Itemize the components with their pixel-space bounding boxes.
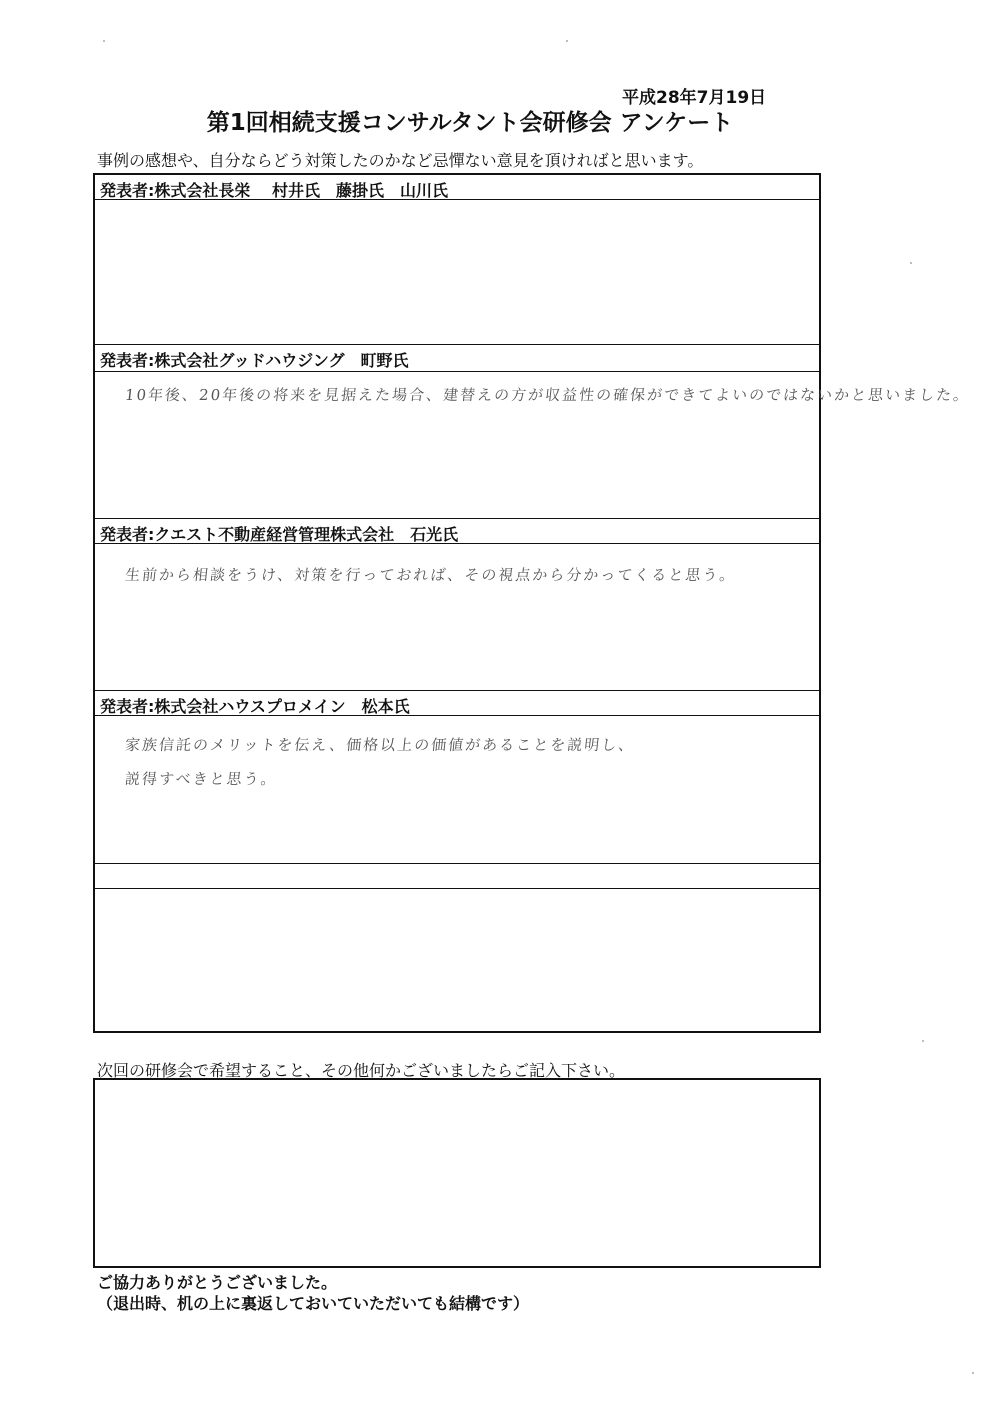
section-label-presenter-3: 発表者:クエスト不動産経営管理株式会社 石光氏 xyxy=(100,525,459,544)
survey-date: 平成28年7月19日 xyxy=(622,88,767,108)
divider xyxy=(95,371,819,372)
section-label-presenter-4: 発表者:株式会社ハウスプロメイン 松本氏 xyxy=(100,697,410,716)
divider xyxy=(95,715,819,716)
return-note: （退出時、机の上に裏返しておいていただいても結構です） xyxy=(97,1294,530,1313)
scan-speck xyxy=(103,40,105,42)
scan-speck xyxy=(922,1040,924,1042)
next-seminar-answer-box xyxy=(93,1078,821,1268)
scan-speck xyxy=(910,262,912,264)
divider xyxy=(95,543,819,544)
handwritten-response-4: 家族信託のメリットを伝え、価格以上の価値があることを説明し、 xyxy=(124,736,637,754)
handwritten-response-3: 生前から相談をうけ、対策を行っておれば、その視点から分かってくると思う。 xyxy=(124,566,738,584)
section-label-presenter-2: 発表者:株式会社グッドハウジング 町野氏 xyxy=(100,351,409,370)
feedback-table xyxy=(93,173,972,1033)
divider xyxy=(95,199,819,200)
divider xyxy=(95,863,819,864)
handwritten-response-2: 10年後、20年後の将来を見据えた場合、建替えの方が収益性の確保ができてよいのではないかと思いました。 xyxy=(124,386,972,404)
thanks-text: ご協力ありがとうございました。 xyxy=(97,1273,338,1292)
scan-speck xyxy=(972,1372,974,1374)
divider xyxy=(95,690,819,691)
divider xyxy=(95,344,819,345)
divider xyxy=(95,518,819,519)
divider xyxy=(95,888,819,889)
section-label-presenter-1: 発表者:株式会社長栄 村井氏 藤掛氏 山川氏 xyxy=(100,181,448,200)
survey-instruction: 事例の感想や、自分ならどう対策したのかなど忌憚ない意見を頂ければと思います。 xyxy=(97,151,704,170)
survey-title: 第1回相続支援コンサルタント会研修会 アンケート xyxy=(206,110,734,136)
scan-speck xyxy=(566,40,568,42)
handwritten-response-4: 説得すべきと思う。 xyxy=(124,770,279,788)
next-seminar-question: 次回の研修会で希望すること、その他何かございましたらご記入下さい。 xyxy=(97,1061,626,1080)
